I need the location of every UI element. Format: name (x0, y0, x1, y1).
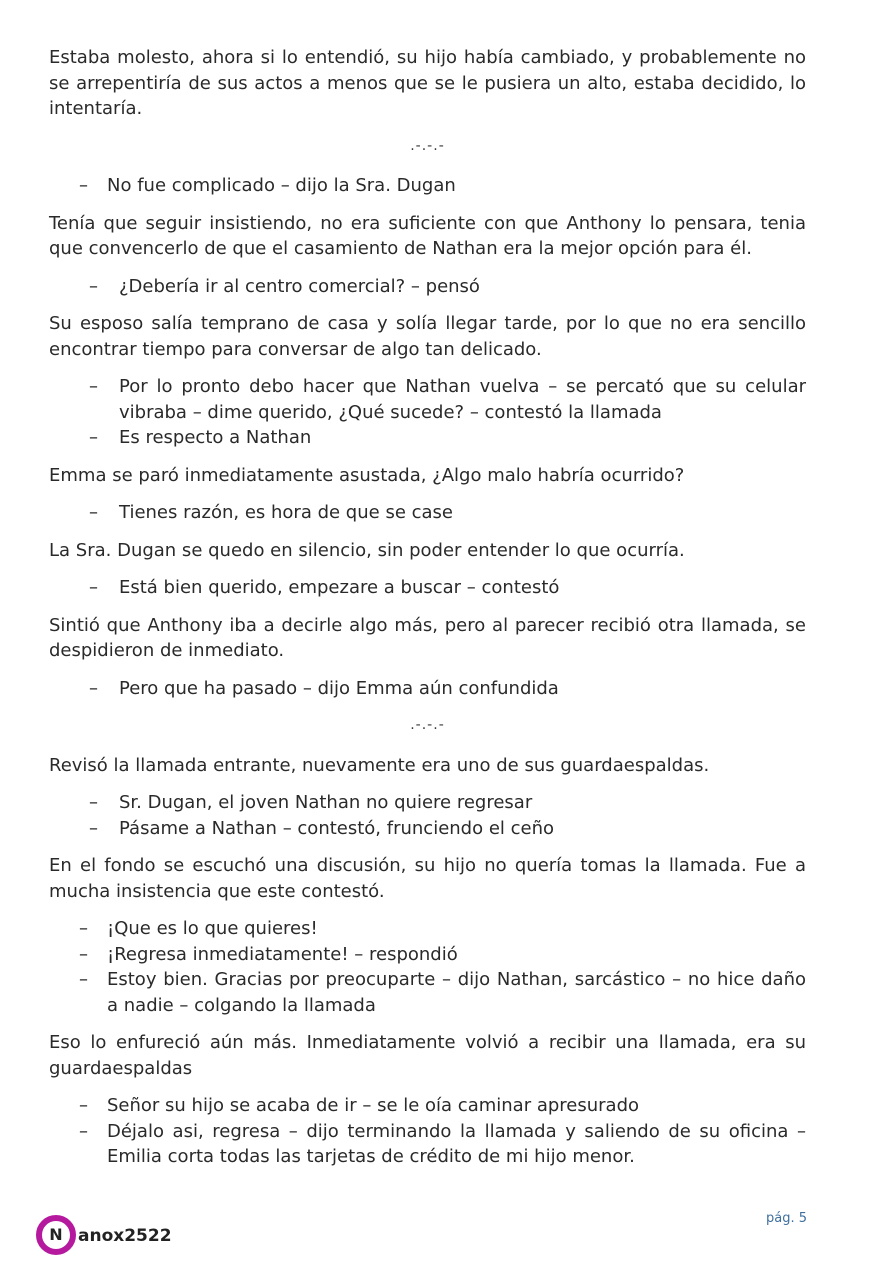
dialogue-list (49, 790, 806, 841)
dialogue-line: – Estoy bien. Gracias por preocuparte – dijo Nathan, sarcástico – no hice daño a nadie – colgando la llamada (79, 969, 806, 1016)
paragraph: Sintió que Anthony iba a decirle algo más, pero al parecer recibió otra llamada, se despidieron de inmediato. (49, 614, 806, 661)
dialogue-list (49, 173, 806, 199)
dialogue-line: – ¿Debería ir al centro comercial? – pensó (49, 274, 806, 300)
dialogue-list (49, 500, 806, 526)
dialogue-dash: – (89, 427, 98, 448)
dialogue-line: – Señor su hijo se acaba de ir – se le oía caminar apresurado (49, 1093, 806, 1119)
paragraph: La Sra. Dugan se quedo en silencio, sin poder entender lo que ocurría. (49, 539, 685, 561)
dialogue-dash: – (79, 943, 88, 965)
dialogue-dash: – (79, 1120, 88, 1142)
dialogue-line: – Es respecto a Nathan (49, 425, 806, 451)
dialogue-list (49, 916, 806, 1018)
dialogue-dash: – (89, 817, 98, 839)
dialogue-dash: – (79, 1095, 88, 1116)
dialogue-line: – Pásame a Nathan – contestó, frunciendo el ceño (49, 816, 806, 842)
scene-separator: .-.-.- (410, 137, 445, 154)
dialogue-dash: – (89, 275, 98, 297)
dialogue-list (49, 676, 806, 702)
dialogue-line: – Pero que ha pasado – dijo Emma aún confundida (49, 676, 806, 702)
dialogue-line: – ¡Que es lo que quieres! (49, 916, 806, 942)
paragraph: Emma se paró inmediatamente asustada, ¿Algo malo habría ocurrido? (49, 464, 685, 486)
dialogue-dash: – (89, 376, 98, 397)
page-content (49, 45, 806, 1182)
paragraph: Revisó la llamada entrante, nuevamente era uno de sus guardaespaldas. (49, 754, 710, 776)
author-name: anox2522 (78, 1226, 172, 1246)
dialogue-dash: – (89, 792, 98, 813)
dialogue-dash: – (89, 677, 98, 699)
dialogue-line: – Déjalo asi, regresa – dijo terminando la llamada y saliendo de su oficina – Emilia corta todas las tarjetas de crédito de mi hijo menor. (79, 1120, 806, 1167)
paragraph: Eso lo enfureció aún más. Inmediatamente volvió a recibir una llamada, era su guardaespaldas (49, 1032, 806, 1079)
dialogue-list (49, 374, 806, 451)
dialogue-list (49, 1093, 806, 1170)
dialogue-list (49, 575, 806, 601)
dialogue-line: – ¡Regresa inmediatamente! – respondió (49, 942, 806, 968)
paragraph: Tenía que seguir insistiendo, no era suficiente con que Anthony lo pensara, tenia que convencerlo de que el casamiento de Nathan era la mejor opción para él. (49, 212, 806, 259)
dialogue-dash: – (89, 502, 98, 523)
dialogue-dash: – (79, 969, 88, 990)
dialogue-line: – Sr. Dugan, el joven Nathan no quiere regresar (49, 790, 806, 816)
logo-circle-icon: N (36, 1215, 76, 1255)
page-number: pág. 5 (765, 1211, 807, 1226)
dialogue-line: – Está bien querido, empezare a buscar – contestó (49, 575, 806, 601)
dialogue-line: – Por lo pronto debo hacer que Nathan vuelva – se percató que su celular vibraba – dime querido, ¿Qué sucede? – contestó la llamada (89, 376, 806, 423)
dialogue-line: – No fue complicado – dijo la Sra. Dugan (49, 173, 806, 199)
dialogue-dash: – (79, 918, 88, 939)
paragraph: Su esposo salía temprano de casa y solía llegar tarde, por lo que no era sencillo encontrar tiempo para conversar de algo tan delicado. (49, 313, 806, 360)
dialogue-dash: – (79, 175, 88, 196)
scene-separator: .-.-.- (410, 717, 445, 733)
dialogue-line: – Tienes razón, es hora de que se case (49, 500, 806, 526)
dialogue-dash: – (89, 577, 98, 598)
paragraph: En el fondo se escuchó una discusión, su hijo no quería tomas la llamada. Fue a mucha insistencia que este contestó. (49, 855, 806, 902)
paragraph: Estaba molesto, ahora si lo entendió, su hijo había cambiado, y probablemente no se arrepentiría de sus actos a menos que se le pusiera un alto, estaba decidido, lo intentaría. (49, 47, 806, 119)
dialogue-list (49, 274, 806, 300)
